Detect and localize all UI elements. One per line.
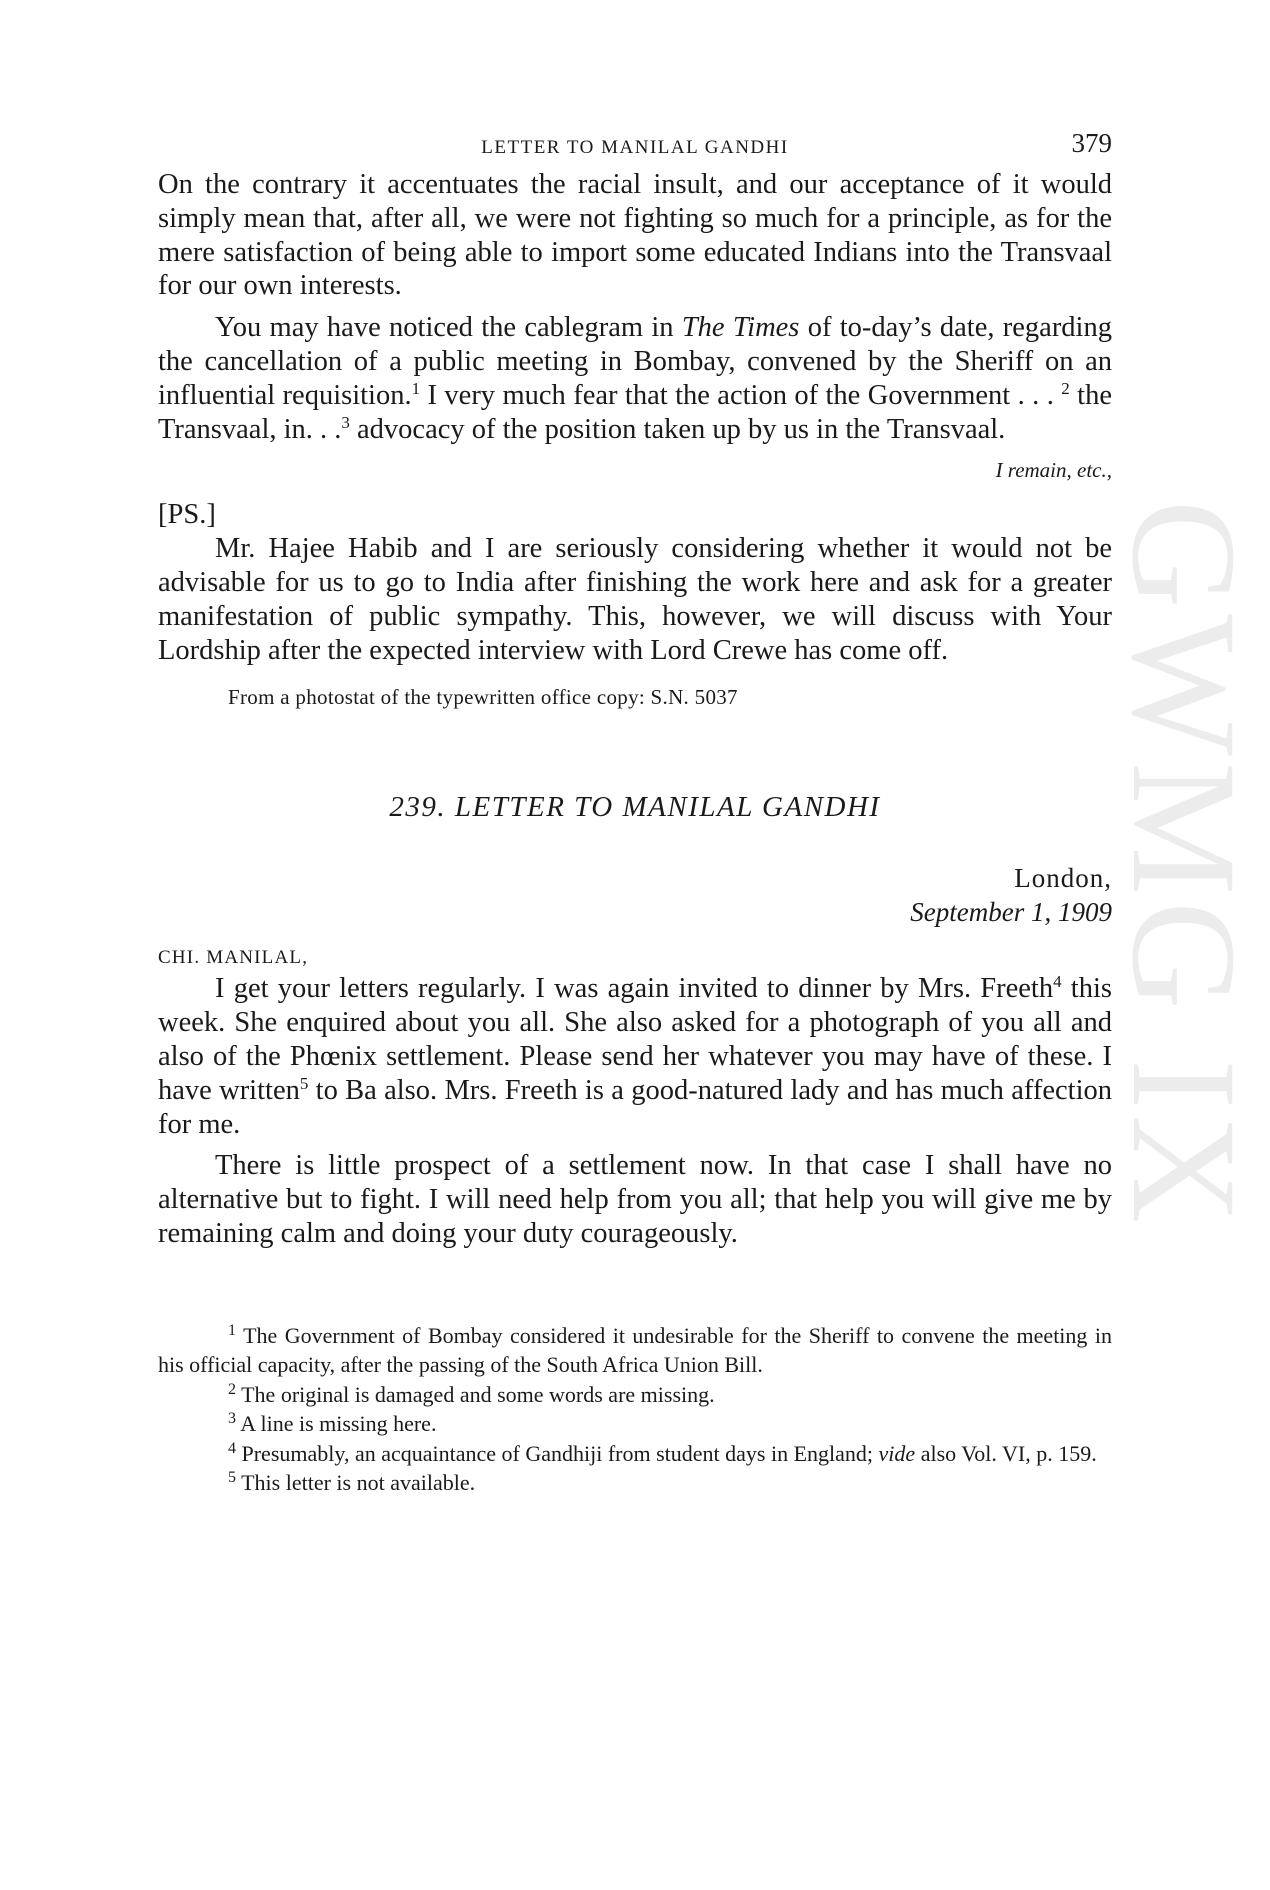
- page: [158, 128, 1112, 1498]
- paragraph-text: this week. She enquired about you all. She also asked for a photograph of you all and also of the Phœnix settlement. Please send her whatever you may have of these. I have written: [158, 973, 1112, 1106]
- page-number: 379: [1071, 128, 1112, 158]
- footnote-5: [158, 1468, 1112, 1498]
- footnote-number: 4: [228, 1439, 236, 1457]
- letter-paragraph-2: There is little prospect of a settlement now. In that case I shall have no alternative but to fight. I will need help from you all; that help you will give me by remaining calm and doing your duty courageously.: [158, 1150, 1112, 1249]
- footnote-text: also Vol. VI, p. 159.: [915, 1440, 1097, 1466]
- footnote-4: [158, 1439, 1112, 1469]
- postscript-label: [PS.]: [158, 499, 216, 531]
- footnote-number: 1: [228, 1321, 236, 1339]
- letter-paragraph-1: [158, 972, 1112, 1141]
- source-note: From a photostat of the typewritten office copy: S.N. 5037: [228, 685, 738, 710]
- footnote-text: A line is missing here.: [240, 1411, 437, 1437]
- paragraph-text: You may have noticed the cablegram in: [215, 312, 682, 344]
- footnote-number: 2: [228, 1380, 236, 1398]
- letter-date: September 1, 1909: [910, 897, 1112, 928]
- footnote-ref-4: 4: [1053, 972, 1062, 992]
- paragraph-text: advocacy of the position taken up by us in the Transvaal.: [349, 413, 1006, 445]
- letter-place: London,: [1014, 863, 1112, 894]
- paragraph-text: I get your letters regularly. I was again invited to dinner by Mrs. Freeth: [215, 973, 1054, 1005]
- paragraph-text: to Ba also. Mrs. Freeth is a good-natured lady and has much affection for me.: [158, 1074, 1112, 1140]
- footnote-text: Presumably, an acquaintance of Gandhiji from student days in England;: [241, 1440, 879, 1466]
- postscript-text: Mr. Hajee Habib and I are seriously considering whether it would not be advisable for us to go to India after finishing the work here and ask for a greater manifestation of public sympathy. This, however, we will discuss with Your Lordship after the expected interview with Lord Crewe has come off.: [158, 533, 1112, 666]
- watermark: GWMG IX: [1101, 500, 1267, 1230]
- footnote-ref-5: 5: [299, 1073, 309, 1093]
- paragraph-text: the Transvaal, in. . .: [158, 379, 1113, 445]
- newspaper-title: The Times: [681, 312, 800, 344]
- continuation-paragraph-2: [158, 311, 1112, 446]
- footnotes: [158, 1321, 1112, 1498]
- document-title: 239. LETTER TO MANILAL GANDHI: [389, 791, 881, 824]
- paragraph-text: of to-day’s date, regarding the cancellation of a public meeting in Bombay, convened by the Sheriff on an influential requisition.: [158, 312, 1112, 411]
- footnote-text: The original is damaged and some words are missing.: [241, 1381, 715, 1407]
- paragraph-text: I very much fear that the action of the Government . . .: [420, 379, 1062, 411]
- footnote-text: vide: [878, 1440, 916, 1466]
- running-head: LETTER TO MANILAL GANDHI: [481, 137, 789, 158]
- footnote-number: 3: [228, 1410, 236, 1428]
- salutation: CHI. MANILAL,: [158, 947, 309, 969]
- footnote-ref-3: 3: [341, 412, 350, 432]
- footnote-number: 5: [228, 1469, 236, 1487]
- footnote-1: [158, 1321, 1112, 1380]
- footnote-text: This letter is not available.: [241, 1470, 476, 1496]
- footnote-2: [158, 1380, 1112, 1410]
- page-header: [158, 128, 1112, 168]
- continuation-paragraph-1: On the contrary it accentuates the racial insult, and our acceptance of it would simply mean that, after all, we were not fighting so much for a principle, as for the mere satisfaction of being able to import some educated Indians into the Transvaal for our own interests.: [158, 169, 1112, 302]
- footnote-ref-1: 1: [411, 378, 421, 398]
- footnote-3: [158, 1409, 1112, 1439]
- letter-closing: I remain, etc.,: [995, 458, 1112, 483]
- footnote-ref-2: 2: [1061, 378, 1070, 398]
- footnote-text: The Government of Bombay considered it undesirable for the Sheriff to convene the meeting in his official capacity, after the passing of the South Africa Union Bill.: [158, 1322, 1112, 1378]
